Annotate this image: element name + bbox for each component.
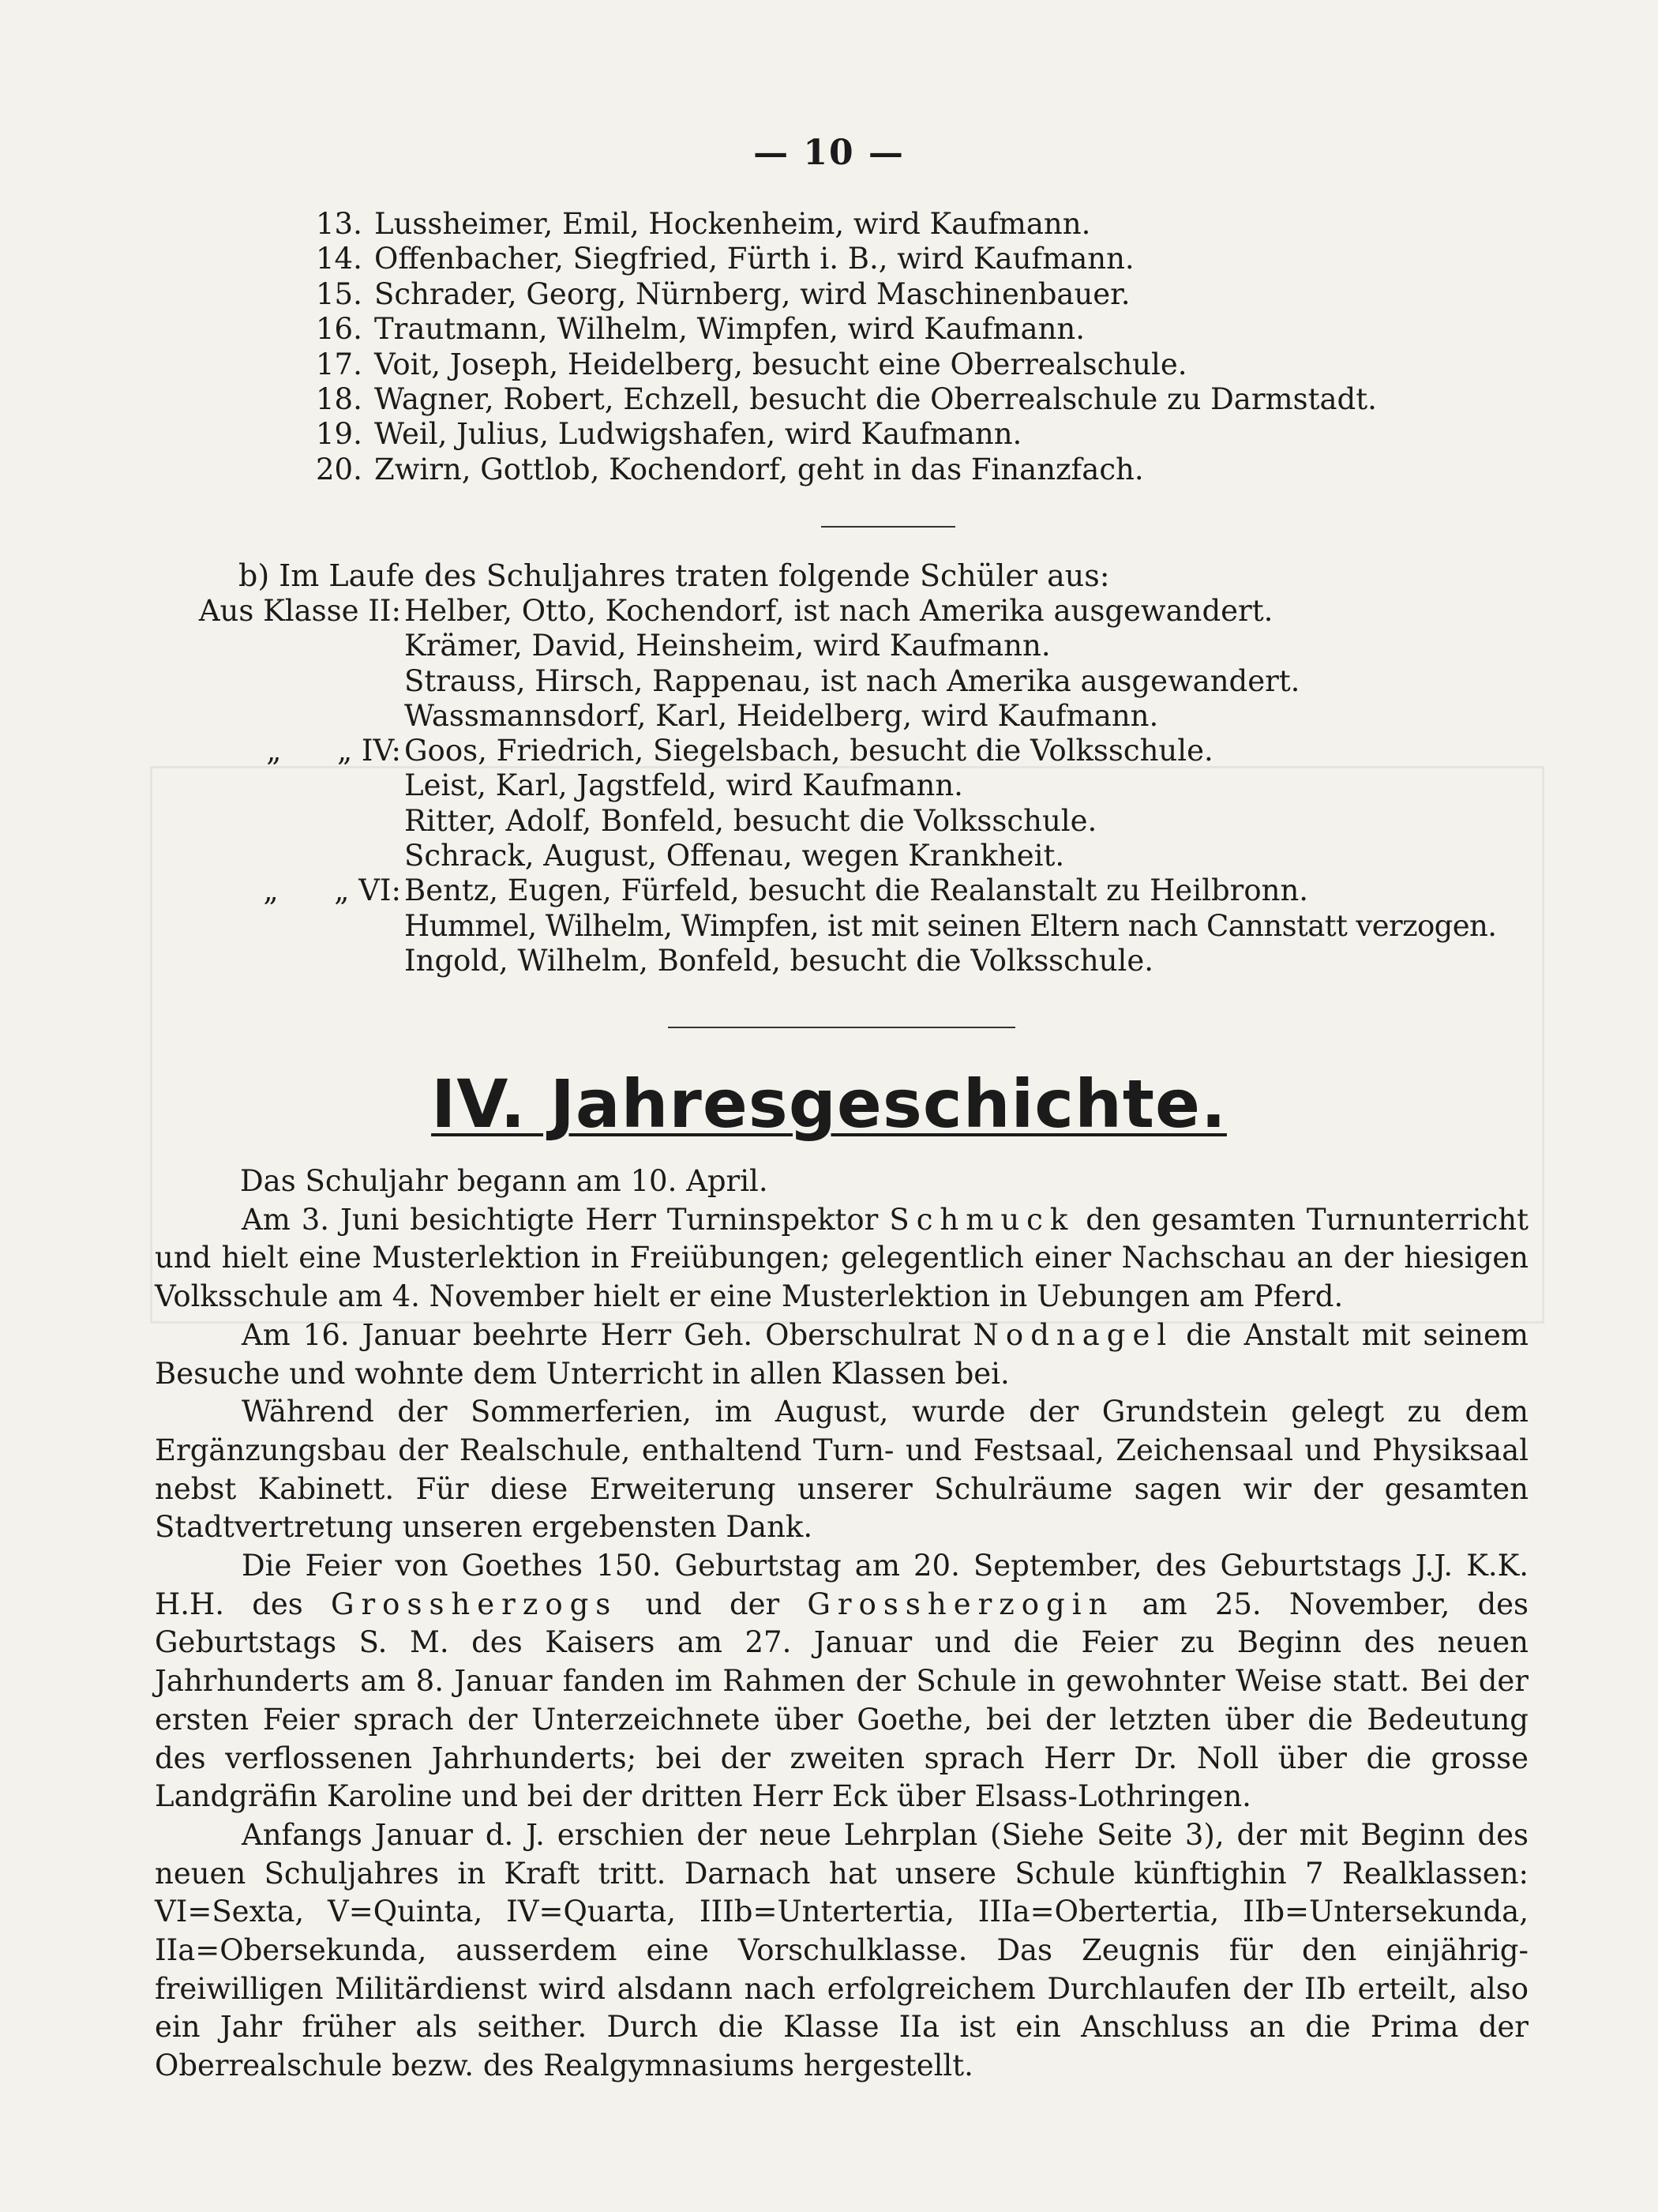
list-item: 17. Voit, Joseph, Heidelberg, besucht eine Oberrealschule. xyxy=(316,347,1187,381)
paragraph: Am 3. Juni besichtigte Herr Turninspektor Schmuck den gesamten Turnunterricht und hielt eine Musterlektion in Freiübungen; gelegentlich einer Nachschau an der hiesigen Volksschule am 4. November hielt er eine Musterlektion in Uebungen am Pferd. xyxy=(155,1202,1529,1314)
divider xyxy=(668,1027,1015,1028)
list-item: 13. Lussheimer, Emil, Hockenheim, wird Kaufmann. xyxy=(316,207,1091,241)
paragraph: Das Schuljahr begann am 10. April. xyxy=(240,1164,768,1198)
list-item: 19. Weil, Julius, Ludwigshafen, wird Kaufmann. xyxy=(316,417,1022,452)
chronicle-body xyxy=(155,1162,1529,2086)
spaced-name: Grossherzogs xyxy=(330,1587,618,1621)
paragraph: Anfangs Januar d. J. erschien der neue Lehrplan (Siehe Seite 3), der mit Beginn des neuen Schuljahres in Kraft tritt. Darnach hat unsere Schule künftighin 7 Realklassen: VI=Sexta, V=Quinta, IV=Quarta, IIIb=Untertertia, IIIa=Obertertia, IIb=Untersekunda, IIa=Obersekunda, ausserdem eine Vorschulklasse. Das Zeugnis für den einjährig-freiwilligen Militärdienst wird alsdann nach erfolgreichem Durchlaufen der IIb erteilt, also ein Jahr früher als seither. Durch die Klasse IIa ist ein Anschluss an die Prima der Oberrealschule bezw. des Realgymnasiums hergestellt. xyxy=(155,1817,1529,2083)
document-page: — 10 — 13. Lussheimer, Emil, Hockenheim, wird Kaufmann. 14. Offenbacher, Siegfried, Fürth i. B., wird Kaufmann. 15. Schrader, Georg, Nürnberg, wird Maschinenbauer. 16. Trautmann, Wilhelm, Wimpfen, wird Kaufmann. 17. Voit, Joseph, Heidelberg, besucht eine Oberrealschule. 18. Wagner, Robert, Echzell, besucht die Oberrealschule zu Darmstadt. 19. Weil, Julius, Ludwigshafen, wird Kaufmann. 20. Zwirn, Gottlob, Kochendorf, geht in das Finanzfach. b) Im Laufe des Schuljahres traten folgende Schüler aus: Aus Klasse II: Helber, Otto, Kochendorf, ist nach Amerika ausgewandert. Krämer, David, Heinsheim, wird Kaufmann. Strauss, Hirsch, Rappenau, ist nach Amerika ausgewandert. Wassmannsdorf, Karl, Heidelberg, wird Kaufmann. „ „ IV: Goos, Friedrich, Siegelsbach, besucht die Volksschule. Leist, Karl, Jagstfeld, wird Kaufmann. Ritter, Adolf, Bonfeld, besucht die Volksschule. Schrack, August, Offenau, wegen Krankheit. „ „ VI: Bentz, Eugen, Fürfeld, besucht die Realanstalt zu Heilbronn. Hummel, Wilhelm, Wimpfen, ist mit seinen Eltern nach Cannstatt verzogen. Ingold, Wilhelm, Bonfeld, besucht die Volksschule. IV. Jahresgeschichte. Das Schuljahr begann am 10. April. Am 3. Juni besichtigte Herr Turninspektor Schmuck den gesamten Turnunterricht und hielt eine Musterlektion in Freiübungen; gelegentlich einer Nachschau an der hiesigen Volksschule am 4. November hielt er eine Musterlektion in Uebungen am Pferd. Am 16. Januar beehrte Herr Geh. Oberschulrat Nodnagel die Anstalt mit seinem Besuche und wohnte dem Unterricht in allen Klassen bei. Während der Sommerferien, im August, wurde der Grundstein gelegt zu dem Ergänzungsbau der Realschule, enthaltend Turn- und Festsaal, Zeichensaal und Physiksaal nebst Kabinett. Für diese Erweiterung unserer Schulräume sagen wir der gesamten Stadtvertretung unseren ergebensten Dank. Die Feier von Goethes 150. Geburtstag am 20. September, des Geburtstags J.J. K.K. H.H. des Grossherzogs und der Grossherzogin am 25. November, des Geburtstags S. M. des Kaisers am 27. Januar und die Feier zu Beginn des neuen Jahrhunderts am 8. Januar fanden im Rahmen der Schule in gewohnter Weise statt. Bei der ersten Feier sprach der Unterzeichnete über Goethe, bei der letzten über die Bedeutung des verflossenen Jahrhunderts; bei der zweiten sprach Herr Dr. Noll über die grosse Landgräfin Karoline und bei der dritten Herr Eck über Elsass-Lothringen. Anfangs Januar d. J. erschien der neue Lehrplan (Siehe Seite 3), der mit Beginn des neuen Schuljahres in Kraft tritt. Darnach hat unsere Schule künftighin 7 Realklassen: VI=Sexta, V=Quinta, IV=Quarta, IIIb=Untertertia, IIIa=Obertertia, IIb=Untersekunda, IIa=Obersekunda, ausserdem eine Vorschulklasse. Das Zeugnis für den einjährig-freiwilligen Militärdienst wird alsdann nach erfolgreichem Durchlaufen der IIb erteilt, also ein Jahr früher als seither. Durch die Klasse IIa ist ein Anschluss an die Prima der Oberrealschule bezw. des Realgymnasiums hergestellt. xyxy=(0,0,1658,2212)
section-b-heading: b) Im Laufe des Schuljahres traten folgende Schüler aus: xyxy=(238,558,1110,593)
list-item: 14. Offenbacher, Siegfried, Fürth i. B., wird Kaufmann. xyxy=(316,242,1135,276)
divider xyxy=(821,526,955,528)
spaced-name: Grossherzogin xyxy=(807,1587,1115,1621)
paragraph: Die Feier von Goethes 150. Geburtstag am 20. September, des Geburtstags J.J. K.K. H.H. des Grossherzogs und der Grossherzogin am 25. November, des Geburtstags S. M. des Kaisers am 27. Januar und die Feier zu Beginn des neuen Jahrhunderts am 8. Januar fanden im Rahmen der Schule in gewohnter Weise statt. Bei der ersten Feier sprach der Unterzeichnete über Goethe, bei der letzten über die Bedeutung des verflossenen Jahrhunderts; bei der zweiten sprach Herr Dr. Noll über die grosse Landgräfin Karoline und bei der dritten Herr Eck über Elsass-Lothringen. xyxy=(155,1549,1529,1814)
list-item: 16. Trautmann, Wilhelm, Wimpfen, wird Kaufmann. xyxy=(316,312,1086,347)
list-item: 20. Zwirn, Gottlob, Kochendorf, geht in das Finanzfach. xyxy=(316,452,1144,486)
section-title: IV. Jahresgeschichte. xyxy=(431,1065,1227,1143)
list-item: 15. Schrader, Georg, Nürnberg, wird Maschinenbauer. xyxy=(316,276,1131,311)
page-number: — 10 — xyxy=(753,133,905,173)
graduates-list xyxy=(316,207,1377,487)
spaced-name: Schmuck xyxy=(889,1202,1075,1237)
spaced-name: Nodnagel xyxy=(973,1317,1174,1352)
paragraph: Am 16. Januar beehrte Herr Geh. Oberschulrat Nodnagel die Anstalt mit seinem Besuche und wohnte dem Unterricht in allen Klassen bei. xyxy=(155,1317,1529,1391)
paragraph: Während der Sommerferien, im August, wurde der Grundstein gelegt zu dem Ergänzungsbau der Realschule, enthaltend Turn- und Festsaal, Zeichensaal und Physiksaal nebst Kabinett. Für diese Erweiterung unserer Schulräume sagen wir der gesamten Stadtvertretung unseren ergebensten Dank. xyxy=(155,1395,1529,1545)
list-item: 18. Wagner, Robert, Echzell, besucht die Oberrealschule zu Darmstadt. xyxy=(316,381,1377,416)
